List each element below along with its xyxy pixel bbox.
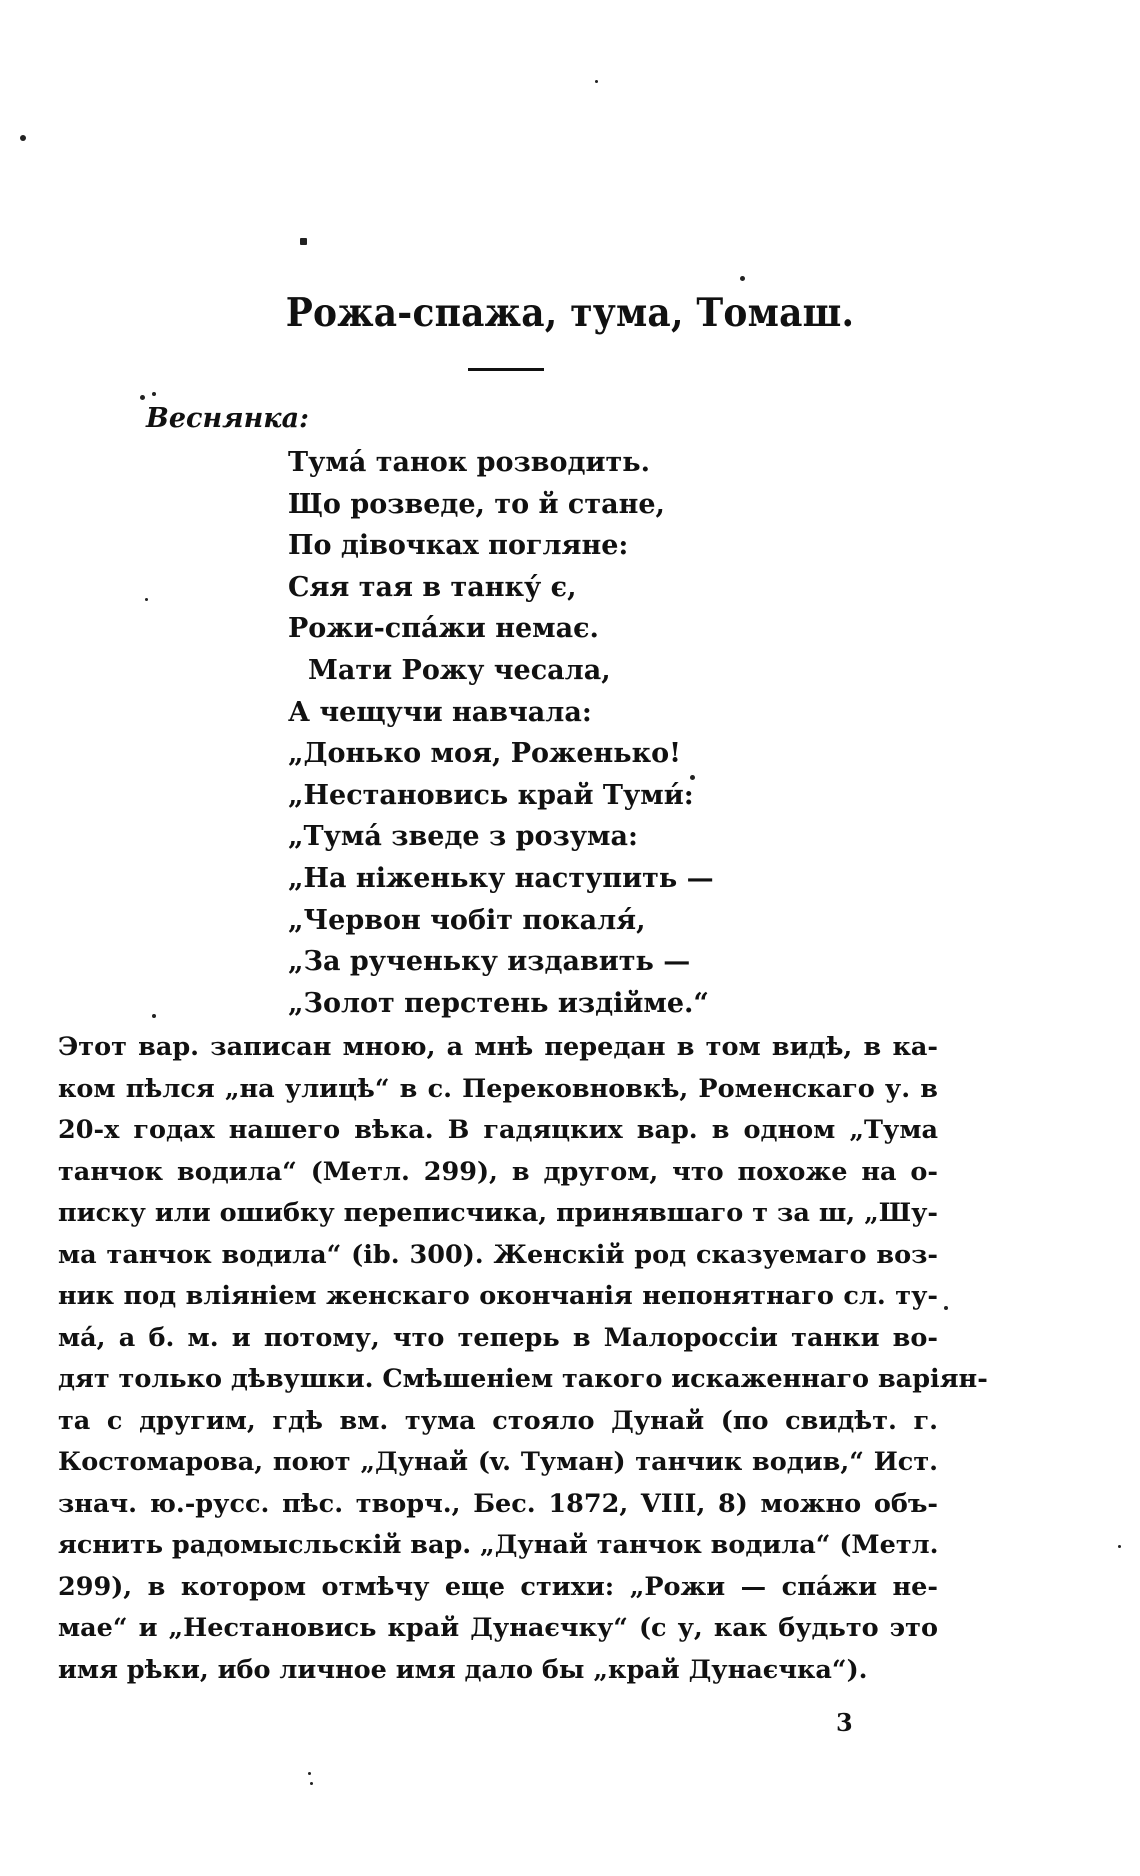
scan-speck	[310, 1782, 313, 1785]
scan-speck	[944, 1306, 948, 1310]
poem-line: „На ніженьку наступить —	[288, 862, 714, 894]
prose-line: ма танчок водила“ (ib. 300). Женскій род сказуемаго воз-	[58, 1239, 938, 1270]
scan-speck	[1118, 1545, 1121, 1548]
scan-speck	[145, 598, 148, 601]
prose-line: ма́, а б. м. и потому, что теперь в Малороссіи танки во-	[58, 1322, 938, 1353]
poem-line: Сяя тая в танку́ є,	[288, 571, 577, 603]
prose-line: ком пѣлся „на улицѣ“ в с. Перековновкѣ, Роменскаго у. в	[58, 1073, 938, 1104]
poem-line: По дівочках погляне:	[288, 530, 629, 562]
poem-line: Мати Рожу чесала,	[308, 654, 611, 686]
scan-speck	[300, 238, 307, 245]
scan-speck	[152, 1014, 156, 1018]
commentary-paragraph	[58, 1027, 988, 1691]
prose-line: дят только дѣвушки. Смѣшеніем такого искаженнаго варіян-	[58, 1364, 988, 1394]
poem-line: А чещучи навчала:	[288, 696, 592, 728]
poem-line: „Нестановись край Туми́:	[288, 779, 694, 811]
prose-line: Костомарова, поют „Дунай (v. Туман) танчик водив,“ Ист.	[58, 1447, 938, 1477]
title-rule	[468, 368, 544, 371]
scan-speck	[740, 276, 745, 281]
prose-line: имя рѣки, ибо личное имя дало бы „край Дунаєчка“).	[58, 1654, 868, 1685]
poem-line: „Тума́ зведе з розума:	[288, 821, 638, 853]
prose-line: танчок водила“ (Метл. 299), в другом, что похоже на о-	[58, 1156, 938, 1187]
poem-line: „Донько моя, Роженько!	[288, 738, 681, 770]
scan-speck	[140, 395, 145, 400]
poem-line: Рожи-спа́жи немає.	[288, 613, 599, 645]
poem-line: „Червон чобіт покаля́,	[288, 904, 646, 936]
scan-speck	[20, 135, 26, 141]
prose-line: ник под вліяніем женскаго окончанія непонятнаго сл. ту-	[58, 1281, 938, 1311]
prose-line: 299), в котором отмѣчу еще стихи: „Рожи — спа́жи не-	[58, 1571, 938, 1602]
prose-line: знач. ю.-русс. пѣс. творч., Бес. 1872, VIII, 8) можно объ-	[58, 1488, 938, 1519]
poem-line: Тума́ танок розводить.	[288, 447, 650, 478]
genre-label: Веснянка:	[146, 403, 310, 434]
scan-speck	[595, 80, 598, 83]
prose-line: Этот вар. записан мною, а мнѣ передан в том видѣ, в ка-	[58, 1032, 938, 1062]
poem-line: „За рученьку издавить —	[288, 946, 691, 978]
prose-line: писку или ошибку переписчика, принявшаго т за ш, „Шу-	[58, 1198, 938, 1228]
prose-line: та с другим, гдѣ вм. тума стояло Дунай (по свидѣт. г.	[58, 1405, 938, 1436]
page-number: 3	[836, 1708, 853, 1737]
poem-line: „Золот перстень издійме.“	[288, 987, 709, 1019]
scan-speck	[152, 392, 156, 396]
prose-line: 20-х годах нашего вѣка. В гадяцких вар. в одном „Тума	[58, 1115, 938, 1145]
scan-speck	[308, 1772, 311, 1775]
page-title: Рожа-спажа, тума, Томаш.	[285, 290, 855, 336]
poem-line: Що розведе, то й стане,	[288, 488, 665, 520]
poem-block	[288, 442, 848, 1024]
scan-speck	[690, 775, 695, 780]
prose-line: мае“ и „Нестановись край Дунаєчку“ (с у, как будьто это	[58, 1613, 938, 1643]
prose-line: яснить радомысльскій вар. „Дунай танчок водила“ (Метл.	[58, 1530, 939, 1560]
